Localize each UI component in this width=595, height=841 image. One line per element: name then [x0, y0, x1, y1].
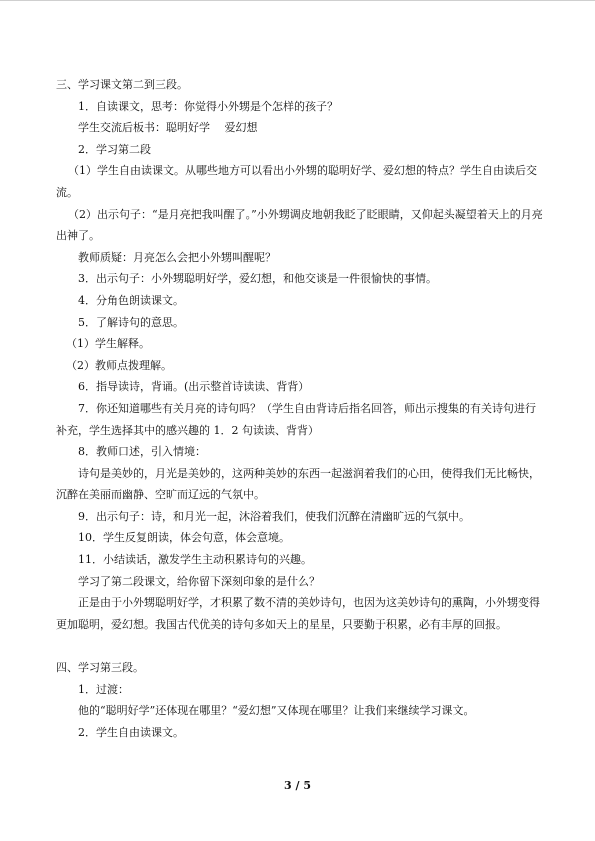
paragraph: 10．学生反复朗读，体会句意，体会意境。	[78, 531, 290, 545]
paragraph: 2．学生自由读课文。	[78, 725, 184, 739]
paragraph: 正是由于小外甥聪明好学，才积累了数不清的美妙诗句，也因为这美妙诗句的熏陶，小外甥变得更加聪明，爱幻想。我国古代优美的诗句多如天上的星星，只要勤于积累，必有丰厚的回报。	[56, 596, 540, 631]
paragraph: 他的“聪明好学”还体现在哪里？“爱幻想”又体现在哪里？让我们来继续学习课文。	[78, 704, 475, 718]
section-heading-3: 三、学习课文第二到三段。	[56, 78, 188, 91]
page-number: 3 / 5	[284, 779, 311, 792]
paragraph: 教师质疑：月亮怎么会把小外甥叫醒呢？	[78, 250, 276, 264]
paragraph: 学习了第二段课文，给你留下深刻印象的是什么？	[78, 574, 320, 588]
paragraph: （2）出示句子：“是月亮把我叫醒了。”小外甥调皮地朝我眨了眨眼睛，又仰起头凝望着天上的月亮出神了。	[56, 207, 543, 243]
paragraph: 4．分角色朗读课文。	[78, 293, 184, 307]
paragraph: （1）学生自由读课文。从哪些地方可以看出小外甥的聪明好学、爱幻想的特点？学生自由读后交流。	[56, 164, 537, 199]
top-rule	[0, 0, 595, 1]
paragraph: 1．过渡：	[78, 682, 129, 696]
paragraph: （1）学生解释。	[66, 337, 150, 351]
paragraph: 诗句是美妙的，月光是美妙的，这两种美妙的东西一起滋润着我们的心田，使得我们无比畅快，沉醉在美丽而幽静、空旷而辽远的气氛中。	[56, 466, 540, 502]
paragraph: 6．指导读诗，背诵。(出示整首诗读读、背背）	[78, 380, 310, 394]
paragraph: 学生交流后板书：聪明好学 爱幻想	[78, 121, 258, 135]
paragraph: 8．教师口述，引入情境：	[78, 445, 206, 459]
document-body	[56, 74, 544, 743]
paragraph: 9．出示句子：诗，和月光一起，沐浴着我们，使我们沉醉在清幽旷远的气氛中。	[78, 509, 470, 523]
paragraph: 2．学习第二段	[78, 142, 151, 156]
paragraph: 5．了解诗句的意思。	[78, 315, 184, 329]
paragraph: 3．出示句子：小外甥聪明好学，爱幻想，和他交谈是一件很愉快的事情。	[78, 272, 437, 286]
paragraph: 7．你还知道哪些有关月亮的诗句吗？（学生自由背诗后指名回答，师出示搜集的有关诗句进行补充，学生选择其中的感兴趣的 1．2 句读读、背背）	[56, 401, 536, 437]
paragraph: 11．小结读话，激发学生主动积累诗句的兴趣。	[78, 553, 312, 567]
paragraph: 1．自读课文，思考：你觉得小外甥是个怎样的孩子？	[78, 99, 338, 113]
section-heading-4: 四、学习第三段。	[56, 661, 144, 675]
paragraph: （2）教师点拨理解。	[66, 358, 172, 372]
